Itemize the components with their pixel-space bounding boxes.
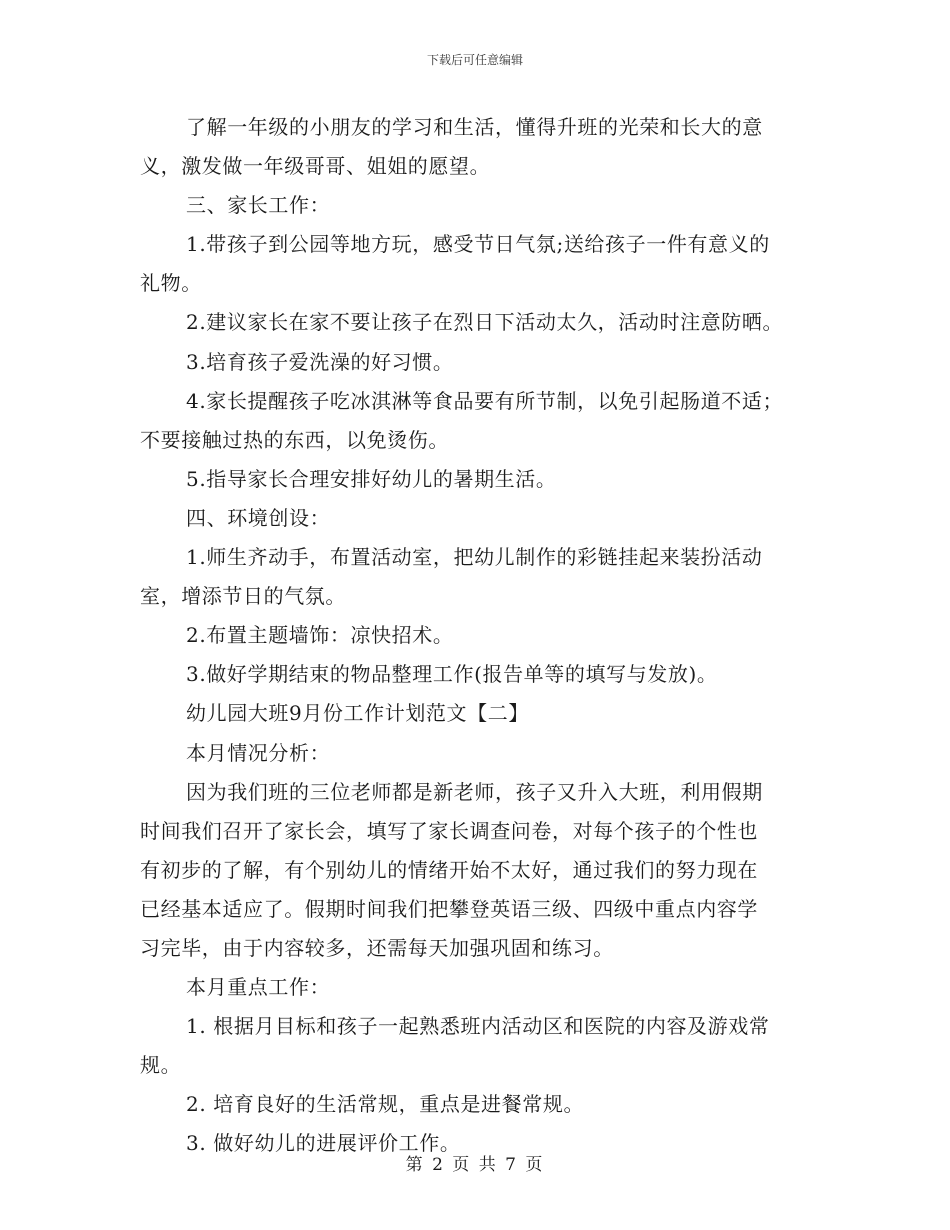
section-heading: 四、环境创设：	[186, 505, 331, 530]
paragraph-line: 习完毕，由于内容较多，还需每天加强巩固和练习。	[140, 935, 614, 960]
list-item: 2. 培育良好的生活常规，重点是进餐常规。	[186, 1092, 585, 1117]
list-item: 5.指导家长合理安排好幼儿的暑期生活。	[186, 466, 557, 491]
text-line: 礼物。	[140, 271, 202, 296]
list-item: 3.做好学期结束的物品整理工作(报告单等的填写与发放)。	[186, 662, 718, 687]
paragraph-line: 时间我们召开了家长会，填写了家长调查问卷，对每个孩子的个性也	[140, 818, 758, 843]
page-number-footer: 第 2 页 共 7 页	[405, 1155, 545, 1175]
list-item: 1. 根据月目标和孩子一起熟悉班内活动区和医院的内容及游戏常	[186, 1014, 770, 1039]
section-heading: 三、家长工作：	[186, 193, 331, 218]
page-header-note: 下载后可任意编辑	[426, 53, 523, 67]
list-item: 1.带孩子到公园等地方玩，感受节日气氛;送给孩子一件有意义的	[186, 232, 770, 257]
text-line: 不要接触过热的东西，以免烫伤。	[140, 427, 449, 452]
list-item: 2.建议家长在家不要让孩子在烈日下活动太久，活动时注意防晒。	[186, 310, 784, 335]
paragraph-line: 已经基本适应了。假期时间我们把攀登英语三级、四级中重点内容学	[140, 896, 758, 921]
section-heading: 本月重点工作：	[186, 975, 331, 1000]
paragraph-line: 有初步的了解，有个别幼儿的情绪开始不太好，通过我们的努力现在	[140, 857, 758, 882]
list-item: 1.师生齐动手，布置活动室，把幼儿制作的彩链挂起来装扮活动	[186, 545, 763, 570]
list-item: 2.布置主题墙饰：凉快招术。	[186, 623, 454, 648]
text-line: 义，激发做一年级哥哥、姐姐的愿望。	[140, 154, 491, 179]
paragraph-line: 因为我们班的三位老师都是新老师，孩子又升入大班，利用假期	[186, 779, 763, 804]
list-item: 3. 做好幼儿的进展评价工作。	[186, 1131, 461, 1156]
text-line: 了解一年级的小朋友的学习和生活，懂得升班的光荣和长大的意	[186, 115, 763, 139]
article-title: 幼儿园大班9月份工作计划范文【二】	[186, 701, 529, 726]
list-item: 3.培育孩子爱洗澡的好习惯。	[186, 349, 454, 374]
section-heading: 本月情况分析：	[186, 740, 331, 765]
document-body	[140, 108, 810, 1164]
text-line: 规。	[140, 1053, 182, 1078]
list-item: 4.家长提醒孩子吃冰淇淋等食品要有所节制，以免引起肠道不适；	[186, 388, 784, 413]
text-line: 室，增添节日的气氛。	[140, 584, 346, 609]
